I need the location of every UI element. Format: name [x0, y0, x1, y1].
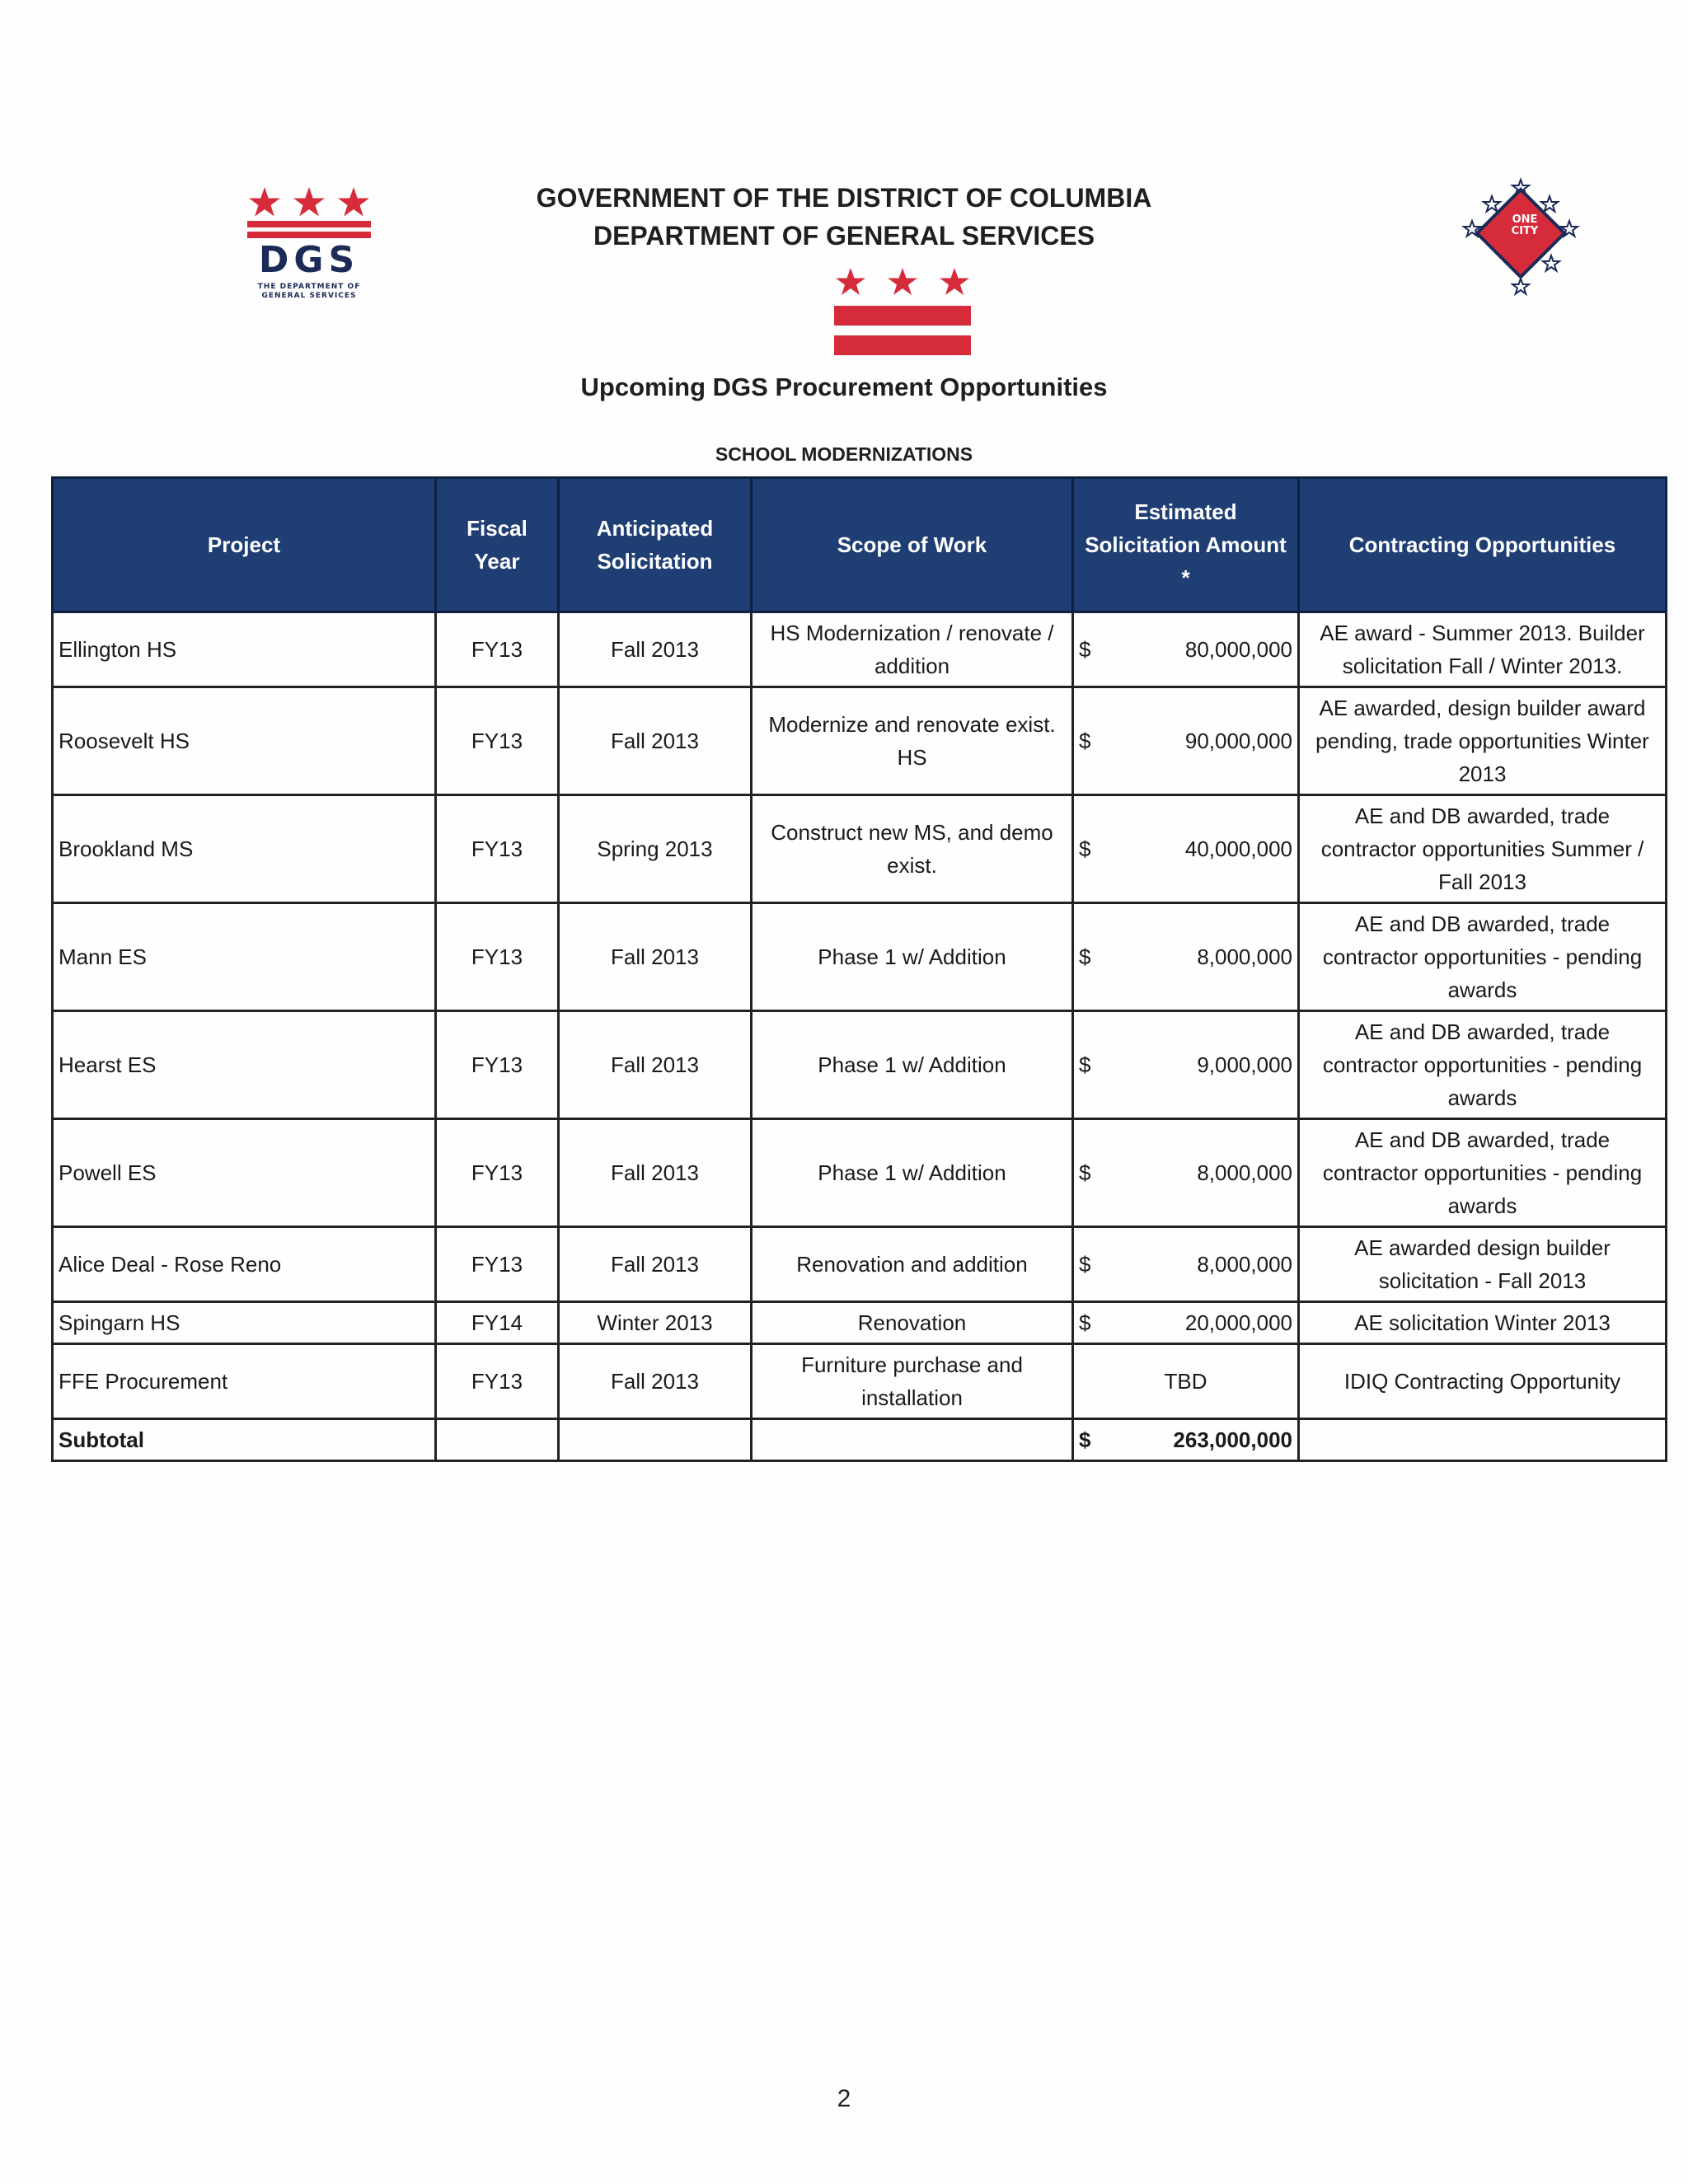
- opportunities-cell: AE awarded design builder solicitation - Fall 2013: [1299, 1227, 1667, 1302]
- project-cell: Brookland MS: [53, 795, 436, 903]
- dc-flag-icon: [832, 266, 973, 359]
- fiscal-year-cell: FY14: [436, 1302, 559, 1344]
- table-row: [53, 1344, 1667, 1419]
- table-row: [53, 1119, 1667, 1227]
- fiscal-year-cell: FY13: [436, 1344, 559, 1419]
- dgs-logo-subtitle-2: GENERAL SERVICES: [261, 292, 357, 300]
- solicitation-cell: Winter 2013: [559, 1302, 752, 1344]
- currency-symbol: $: [1079, 637, 1091, 662]
- subtotal-row: [53, 1419, 1667, 1461]
- column-header-contracting-opportunities: Contracting Opportunities: [1299, 478, 1667, 612]
- solicitation-cell: Fall 2013: [559, 1119, 752, 1227]
- department-title: DEPARTMENT OF GENERAL SERVICES: [593, 221, 1095, 251]
- opportunities-cell: AE and DB awarded, trade contractor opportunities - pending awards: [1299, 1119, 1667, 1227]
- column-header-estimated-amount: Estimated Solicitation Amount *: [1073, 478, 1299, 612]
- table-row: [53, 687, 1667, 795]
- currency-symbol: $: [1079, 1052, 1091, 1077]
- scope-cell: Phase 1 w/ Addition: [752, 1119, 1073, 1227]
- amount-value: 80,000,000: [1184, 637, 1292, 662]
- solicitation-cell: Fall 2013: [559, 903, 752, 1011]
- empty-cell: [436, 1419, 559, 1461]
- opportunities-cell: AE and DB awarded, trade contractor opportunities Summer / Fall 2013: [1299, 795, 1667, 903]
- table-header-row: [53, 478, 1667, 612]
- table-row: [53, 795, 1667, 903]
- currency-symbol: $: [1079, 1427, 1091, 1452]
- project-cell: Powell ES: [53, 1119, 436, 1227]
- fiscal-year-cell: FY13: [436, 612, 559, 687]
- project-cell: Mann ES: [53, 903, 436, 1011]
- opportunities-cell: IDIQ Contracting Opportunity: [1299, 1344, 1667, 1419]
- currency-symbol: $: [1079, 944, 1091, 969]
- currency-symbol: $: [1079, 1160, 1091, 1185]
- government-title: GOVERNMENT OF THE DISTRICT OF COLUMBIA: [536, 183, 1152, 213]
- amount-cell: [1073, 1227, 1299, 1302]
- amount-cell: [1073, 1011, 1299, 1119]
- project-cell: Alice Deal - Rose Reno: [53, 1227, 436, 1302]
- solicitation-cell: Fall 2013: [559, 1344, 752, 1419]
- scope-cell: HS Modernization / renovate / addition: [752, 612, 1073, 687]
- project-cell: Spingarn HS: [53, 1302, 436, 1344]
- amount-cell: [1073, 903, 1299, 1011]
- fiscal-year-cell: FY13: [436, 1011, 559, 1119]
- amount-cell: [1073, 1119, 1299, 1227]
- solicitation-cell: Fall 2013: [559, 612, 752, 687]
- empty-cell: [1299, 1419, 1667, 1461]
- amount-value: 90,000,000: [1184, 729, 1292, 753]
- amount-value: 8,000,000: [1197, 1252, 1292, 1277]
- solicitation-cell: Spring 2013: [559, 795, 752, 903]
- solicitation-cell: Fall 2013: [559, 687, 752, 795]
- project-cell: Roosevelt HS: [53, 687, 436, 795]
- scope-cell: Modernize and renovate exist. HS: [752, 687, 1073, 795]
- amount-value: 40,000,000: [1184, 837, 1292, 861]
- one-city-text: ONE CITY: [1511, 213, 1539, 237]
- amount-cell: [1073, 1344, 1299, 1419]
- fiscal-year-cell: FY13: [436, 1119, 559, 1227]
- project-cell: FFE Procurement: [53, 1344, 436, 1419]
- opportunities-cell: AE awarded, design builder award pending, trade opportunities Winter 2013: [1299, 687, 1667, 795]
- table-row: [53, 1227, 1667, 1302]
- dgs-logo-letters: DGS: [258, 239, 360, 281]
- dgs-logo-subtitle-1: THE DEPARTMENT OF: [257, 283, 361, 291]
- amount-cell: [1073, 795, 1299, 903]
- amount-value: 8,000,000: [1197, 1160, 1292, 1185]
- solicitation-cell: Fall 2013: [559, 1227, 752, 1302]
- subtotal-label: Subtotal: [53, 1419, 436, 1461]
- scope-cell: Renovation: [752, 1302, 1073, 1344]
- column-header-fiscal-year: Fiscal Year: [436, 478, 559, 612]
- amount-value: 20,000,000: [1184, 1310, 1292, 1335]
- amount-value: 9,000,000: [1197, 1052, 1292, 1077]
- column-header-scope-of-work: Scope of Work: [752, 478, 1073, 612]
- subtotal-amount-cell: [1073, 1419, 1299, 1461]
- column-header-anticipated-solicitation: Anticipated Solicitation: [559, 478, 752, 612]
- table-row: [53, 612, 1667, 687]
- subtotal-amount: 263,000,000: [1173, 1427, 1292, 1452]
- amount-value: TBD: [1164, 1369, 1207, 1394]
- page-number: 2: [837, 2085, 851, 2112]
- fiscal-year-cell: FY13: [436, 1227, 559, 1302]
- scope-cell: Phase 1 w/ Addition: [752, 1011, 1073, 1119]
- table-row: [53, 1302, 1667, 1344]
- currency-symbol: $: [1079, 1252, 1091, 1277]
- amount-cell: [1073, 612, 1299, 687]
- table-row: [53, 1011, 1667, 1119]
- scope-cell: Phase 1 w/ Addition: [752, 903, 1073, 1011]
- opportunities-cell: AE solicitation Winter 2013: [1299, 1302, 1667, 1344]
- currency-symbol: $: [1079, 729, 1091, 753]
- table-row: [53, 903, 1667, 1011]
- empty-cell: [752, 1419, 1073, 1461]
- scope-cell: Renovation and addition: [752, 1227, 1073, 1302]
- currency-symbol: $: [1079, 837, 1091, 861]
- column-header-project: Project: [53, 478, 436, 612]
- project-cell: Ellington HS: [53, 612, 436, 687]
- empty-cell: [559, 1419, 752, 1461]
- project-cell: Hearst ES: [53, 1011, 436, 1119]
- scope-cell: Furniture purchase and installation: [752, 1344, 1073, 1419]
- opportunities-cell: AE award - Summer 2013. Builder solicitation Fall / Winter 2013.: [1299, 612, 1667, 687]
- amount-cell: [1073, 687, 1299, 795]
- fiscal-year-cell: FY13: [436, 903, 559, 1011]
- opportunities-cell: AE and DB awarded, trade contractor opportunities - pending awards: [1299, 903, 1667, 1011]
- fiscal-year-cell: FY13: [436, 687, 559, 795]
- section-title: SCHOOL MODERNIZATIONS: [715, 443, 973, 465]
- currency-symbol: $: [1079, 1310, 1091, 1335]
- scope-cell: Construct new MS, and demo exist.: [752, 795, 1073, 903]
- amount-cell: [1073, 1302, 1299, 1344]
- document-title: Upcoming DGS Procurement Opportunities: [580, 373, 1108, 401]
- fiscal-year-cell: FY13: [436, 795, 559, 903]
- opportunities-cell: AE and DB awarded, trade contractor opportunities - pending awards: [1299, 1011, 1667, 1119]
- procurement-table: [51, 476, 1667, 1462]
- solicitation-cell: Fall 2013: [559, 1011, 752, 1119]
- amount-value: 8,000,000: [1197, 944, 1292, 969]
